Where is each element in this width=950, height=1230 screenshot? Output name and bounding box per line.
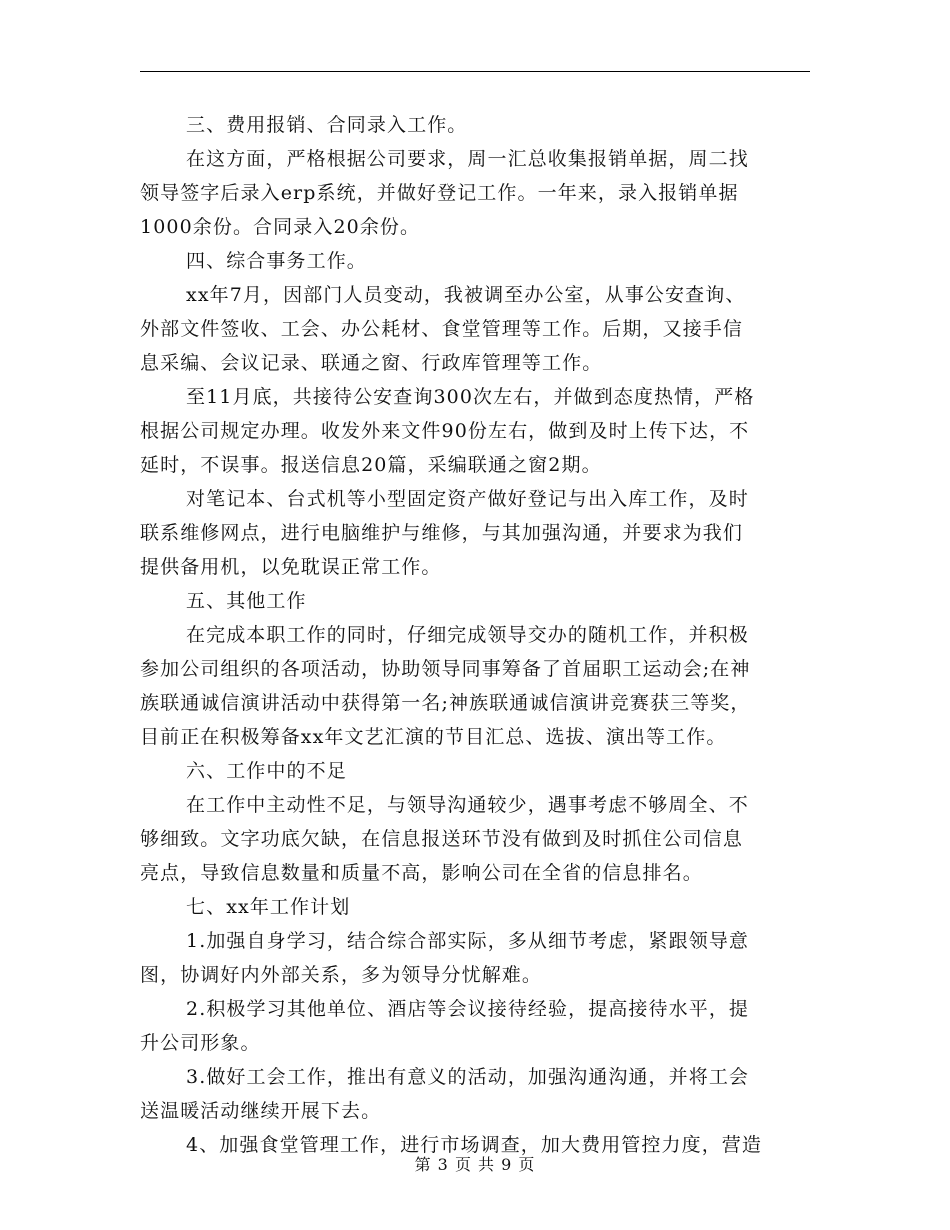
text-line: 提供备用机，以免耽误正常工作。 [140, 556, 442, 578]
text-line: 在工作中主动性不足，与领导沟通较少，遇事考虑不够周全、不 [186, 794, 749, 816]
text-line: 1.加强自身学习，结合综合部实际，多从细节考虑，紧跟领导意 [186, 930, 750, 952]
text-line: 七、xx年工作计划 [186, 896, 351, 918]
text-line: 2.积极学习其他单位、酒店等会议接待经验，提高接待水平，提 [186, 998, 750, 1020]
text-line: 3.做好工会工作，推出有意义的活动，加强沟通沟通，并将工会 [186, 1066, 750, 1088]
text-line: 够细致。文字功底欠缺，在信息报送环节没有做到及时抓住公司信息 [140, 828, 744, 850]
text-line: 升公司形象。 [140, 1032, 261, 1054]
page-footer: 第 3 页 共 9 页 [414, 1155, 536, 1174]
text-line: 息采编、会议记录、联通之窗、行政库管理等工作。 [140, 352, 603, 374]
text-line: 亮点，导致信息数量和质量不高，影响公司在全省的信息排名。 [140, 862, 703, 884]
text-line: 领导签字后录入erp系统，并做好登记工作。一年来，录入报销单据 [140, 182, 739, 204]
text-line: 对笔记本、台式机等小型固定资产做好登记与出入库工作，及时 [186, 488, 749, 510]
text-line: 4、加强食堂管理工作，进行市场调查，加大费用管控力度，营造 [186, 1134, 762, 1156]
text-line: 五、其他工作 [186, 590, 307, 612]
document-body [140, 108, 810, 1162]
text-line: 联系维修网点，进行电脑维护与维修，与其加强沟通，并要求为我们 [140, 522, 744, 544]
text-line: 图，协调好内外部关系，多为领导分忧解难。 [140, 964, 543, 986]
text-line: 在这方面，严格根据公司要求，周一汇总收集报销单据，周二找 [186, 148, 749, 170]
text-line: 目前正在积极筹备xx年文艺汇演的节目汇总、选拔、演出等工作。 [140, 726, 727, 748]
text-line: 根据公司规定办理。收发外来文件90份左右，做到及时上传下达，不 [140, 420, 750, 442]
text-line: 外部文件签收、工会、办公耗材、食堂管理等工作。后期，又接手信 [140, 318, 744, 340]
text-line: 送温暖活动继续开展下去。 [140, 1100, 382, 1122]
text-line: 至11月底，共接待公安查询300次左右，并做到态度热情，严格 [186, 386, 755, 408]
text-line: 在完成本职工作的同时，仔细完成领导交办的随机工作，并积极 [186, 624, 749, 646]
text-line: 四、综合事务工作。 [186, 250, 367, 272]
text-line: 参加公司组织的各项活动，协助领导同事筹备了首届职工运动会;在神 [140, 658, 751, 680]
header-rule [140, 71, 810, 72]
text-line: 延时，不误事。报送信息20篇，采编联通之窗2期。 [140, 454, 602, 476]
text-line: 族联通诚信演讲活动中获得第一名;神族联通诚信演讲竞赛获三等奖， [140, 692, 751, 714]
text-line: 三、费用报销、合同录入工作。 [186, 114, 468, 136]
text-line: xx年7月，因部门人员变动，我被调至办公室，从事公安查询、 [186, 284, 746, 306]
text-line: 六、工作中的不足 [186, 760, 347, 782]
text-line: 1000余份。合同录入20余份。 [140, 216, 421, 238]
